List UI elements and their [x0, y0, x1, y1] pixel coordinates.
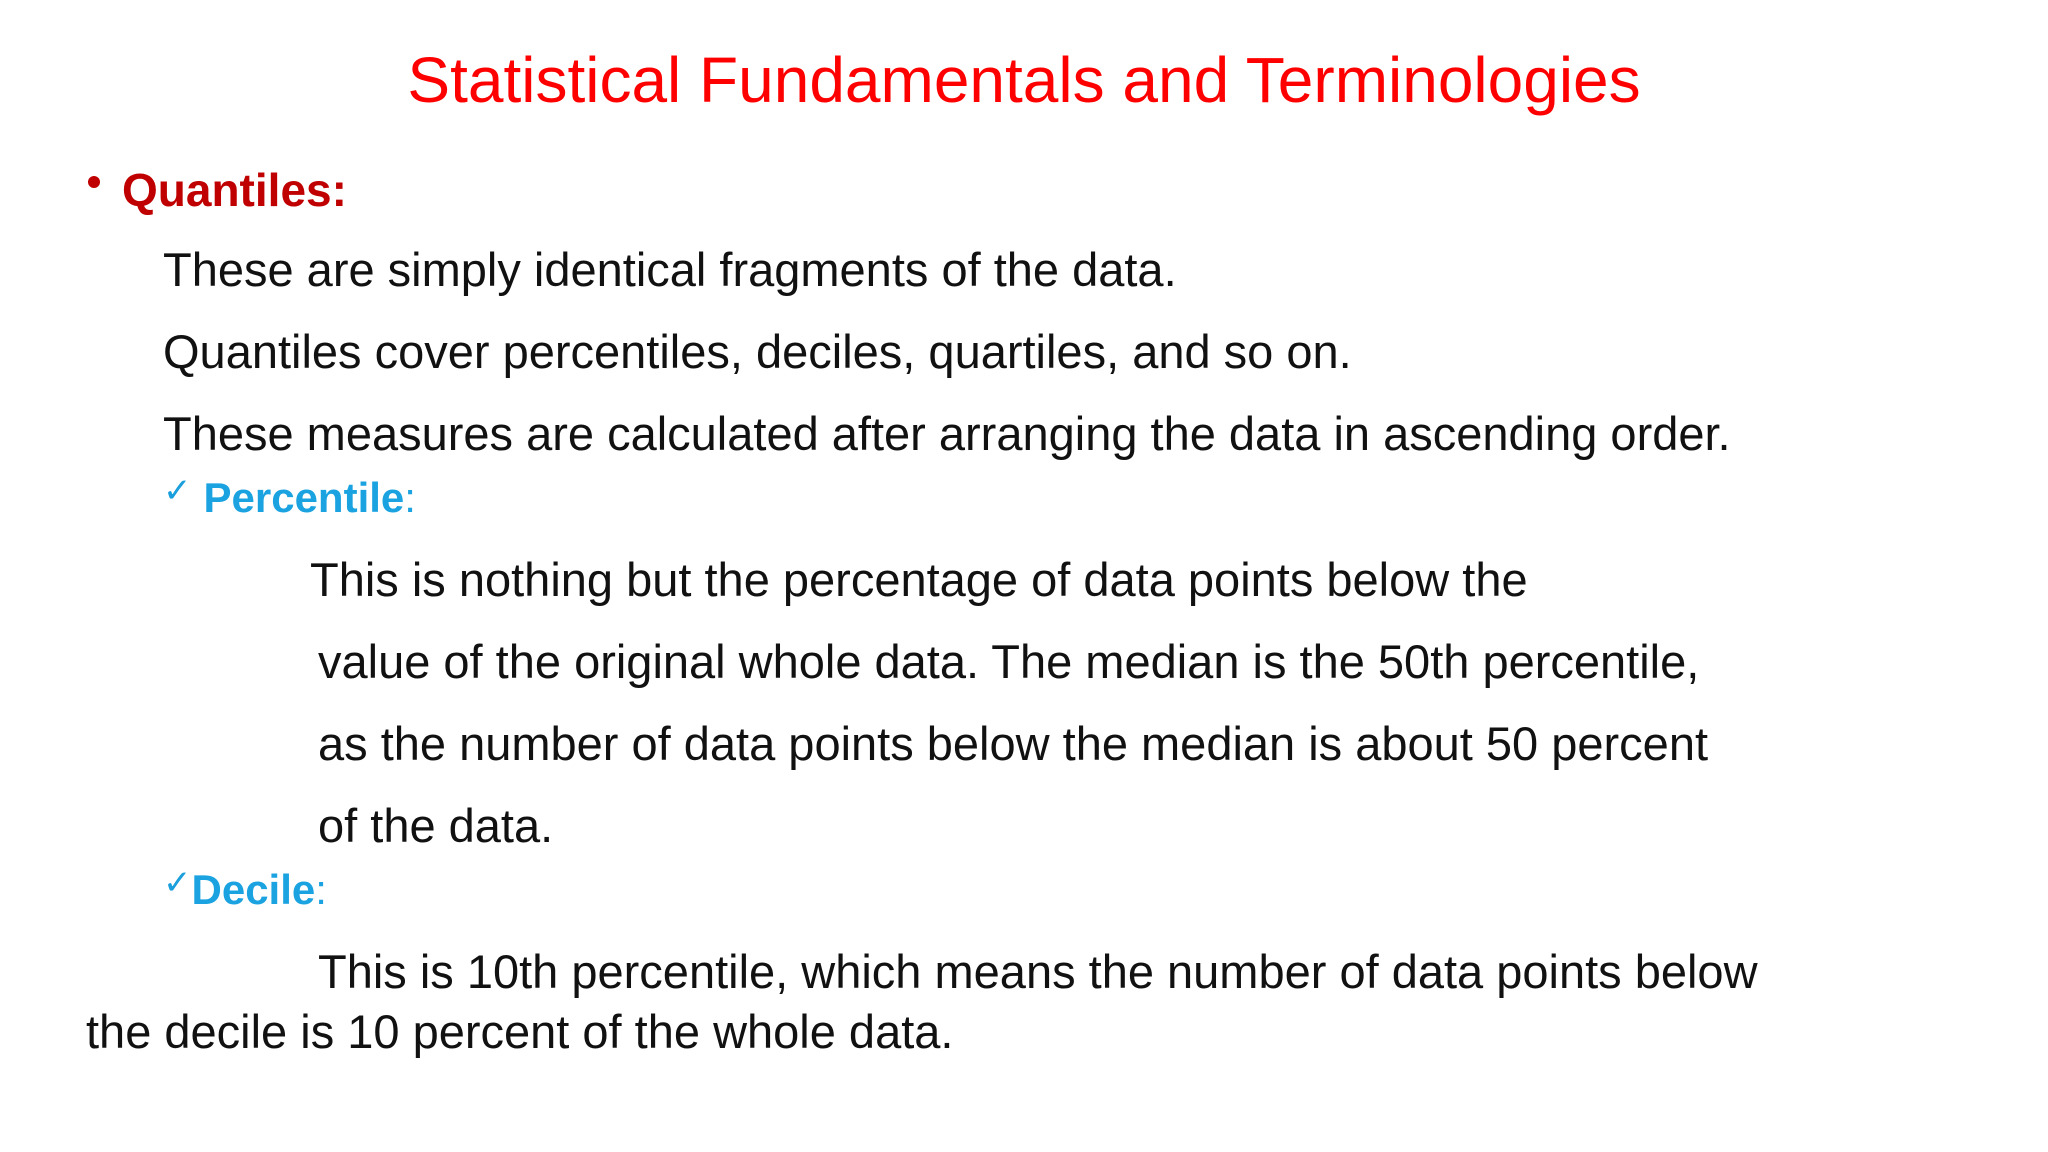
quantiles-heading: Quantiles: [122, 164, 347, 216]
intro-line-2: Quantiles cover percentiles, deciles, quartiles, and so on. [163, 325, 1352, 378]
percentile-line-4: of the data. [318, 799, 554, 852]
percentile-label: Percentile [203, 474, 405, 521]
decile-line-1: This is 10th percentile, which means the number of data points below [318, 945, 1758, 998]
percentile-colon: : [404, 474, 416, 521]
checkmark-icon: ✓ [163, 863, 192, 903]
decile-label: Decile [191, 866, 316, 913]
intro-line-1: These are simply identical fragments of the data. [163, 243, 1177, 296]
intro-line-3: These measures are calculated after arranging the data in ascending order. [163, 407, 1731, 460]
percentile-line-2: value of the original whole data. The median is the 50th percentile, [318, 635, 1700, 688]
percentile-line-3: as the number of data points below the median is about 50 percent [318, 717, 1709, 770]
percentile-line-1: This is nothing but the percentage of data points below the [310, 553, 1528, 606]
percentile-subheading [163, 471, 416, 522]
checkmark-icon: ✓ [163, 471, 192, 511]
decile-line-2: the decile is 10 percent of the whole data. [86, 1005, 954, 1058]
quantiles-bullet [88, 162, 347, 218]
decile-colon: : [315, 866, 327, 913]
decile-subheading [163, 863, 327, 914]
slide-title: Statistical Fundamentals and Terminologies [407, 44, 1641, 116]
bullet-dot-icon [88, 176, 100, 188]
